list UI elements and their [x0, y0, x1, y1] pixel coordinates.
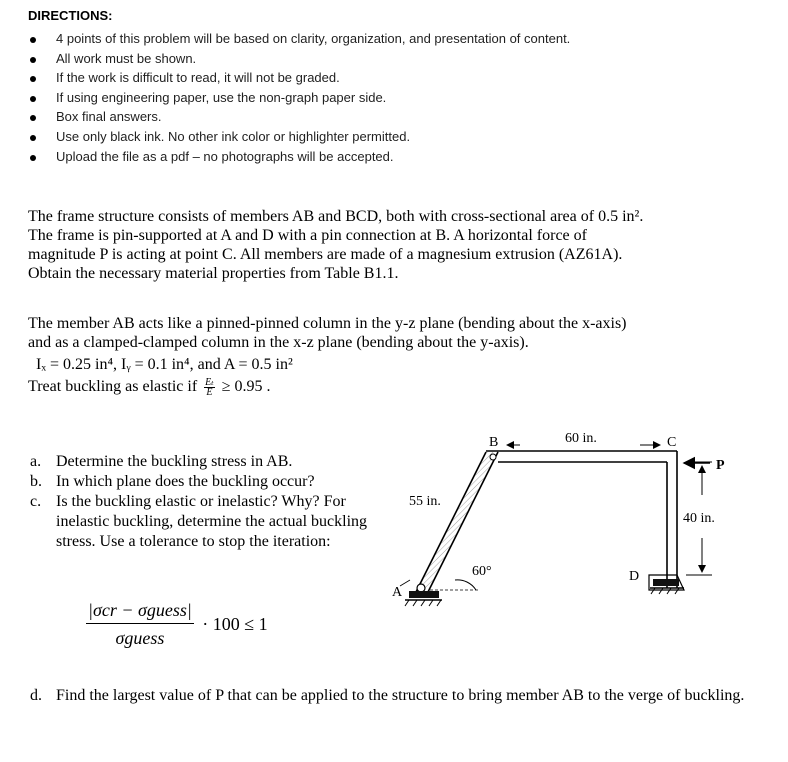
angle-arc: [455, 580, 476, 590]
pin-support-a: [405, 584, 442, 606]
direction-item: If using engineering paper, use the non-graph paper side.: [30, 88, 570, 108]
ratio-numerator: Eₜ: [205, 376, 214, 388]
direction-item: Box final answers.: [30, 107, 570, 127]
pin-b: [490, 454, 496, 460]
label-a: A: [392, 585, 403, 600]
dimension-40-label: 40 in.: [683, 511, 715, 526]
member-cd: [649, 451, 684, 590]
direction-item: 4 points of this problem will be based on clarity, organization, and presentation of content.: [30, 29, 570, 49]
question-label: d.: [30, 687, 42, 704]
elastic-suffix: ≥ 0.95 .: [221, 378, 271, 395]
section-properties: Iₓ = 0.25 in⁴, Iᵧ = 0.1 in⁴, and A = 0.5 in²: [36, 356, 293, 373]
paragraph-line: The frame structure consists of members AB and BCD, both with cross-sectional area of 0.5 in².: [28, 208, 644, 225]
question-text: Is the buckling elastic or inelastic? Why? For inelastic buckling, determine the actual buckling stress. Use a tolerance to stop the iteration:: [56, 493, 368, 550]
label-p: P: [716, 458, 725, 473]
paragraph-line: Obtain the necessary material properties from Table B1.1.: [28, 265, 399, 282]
question-label: b.: [30, 473, 42, 490]
label-b: B: [489, 435, 499, 450]
label-d: D: [629, 569, 640, 584]
direction-item: If the work is difficult to read, it will not be graded.: [30, 68, 570, 88]
paragraph-line: magnitude P is acting at point C. All members are made of a magnesium extrusion (AZ61A).: [28, 246, 623, 263]
formula-rest: · 100 ≤ 1: [202, 614, 268, 634]
question-label: c.: [30, 493, 42, 510]
directions-title: DIRECTIONS:: [28, 8, 113, 23]
elastic-prefix: Treat buckling as elastic if: [28, 378, 198, 395]
member-bc: [486, 451, 677, 462]
paragraph-line: The member AB acts like a pinned-pinned column in the y-z plane (bending about the x-axis): [28, 315, 627, 332]
question-text: In which plane does the buckling occur?: [56, 473, 315, 490]
question-text: Determine the buckling stress in AB.: [56, 453, 293, 470]
formula-numerator: |σcr − σguess|: [86, 600, 194, 624]
ratio-denominator: E: [206, 386, 213, 398]
question-label: a.: [30, 453, 42, 470]
question-text: Find the largest value of P that can be applied to the structure to bring member AB to the verge of buckling.: [56, 687, 745, 704]
label-c: C: [667, 435, 677, 450]
direction-item: All work must be shown.: [30, 49, 570, 69]
direction-item: Upload the file as a pdf – no photographs will be accepted.: [30, 147, 570, 167]
angle-label: 60°: [472, 564, 492, 579]
dimension-55-label: 55 in.: [409, 494, 441, 509]
dimension-60-label: 60 in.: [565, 431, 597, 446]
paragraph-line: The frame is pin-supported at A and D with a pin connection at B. A horizontal force of: [28, 227, 587, 244]
formula-denominator: σguess: [115, 628, 165, 648]
direction-item: Use only black ink. No other ink color or highlighter permitted.: [30, 127, 570, 147]
paragraph-line: and as a clamped-clamped column in the x-z plane (bending about the y-axis).: [28, 334, 529, 351]
